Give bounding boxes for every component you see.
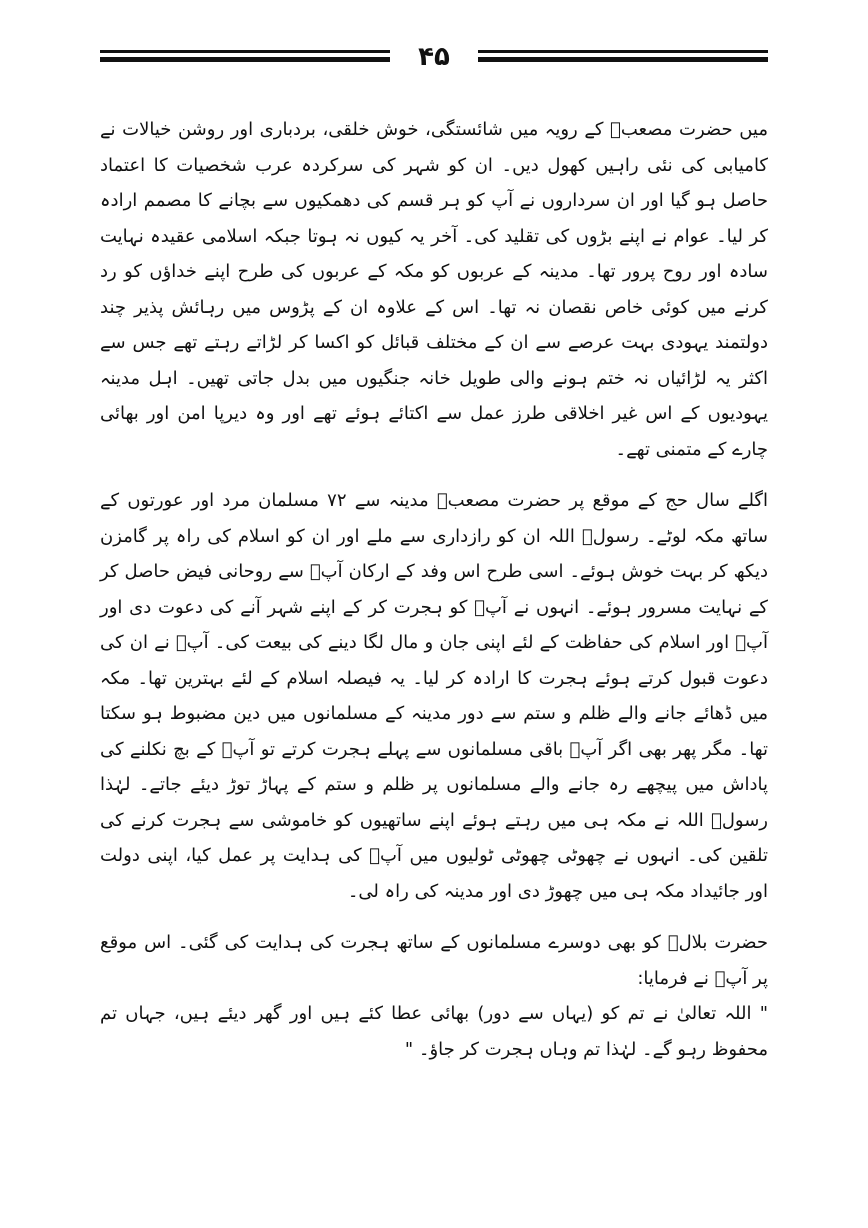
header-rule-left: [100, 50, 390, 64]
body-text: [100, 112, 768, 1067]
paragraph-2: اگلے سال حج کے موقع پر حضرت مصعبؓ مدینہ سے ۷۲ مسلمان مرد اور عورتوں کے ساتھ مکہ لوٹے۔ رسولؐ اللہ ان کو رازداری سے ملے اور ان کو اسلام کی راہ پر گامزن دیکھ کر بہت خوش ہوئے۔ اسی طرح اس وفد کے ارکان آپؐ سے روحانی فیض حاصل کر کے نہایت مسرور ہوئے۔ انہوں نے آپؐ کو ہجرت کر کے اپنے شہر آنے کی دعوت دی اور آپؐ اور اسلام کی حفاظت کے لئے اپنی جان و مال لگا دینے کی بیعت کی۔ آپؐ نے ان کی دعوت قبول کرتے ہوئے ہجرت کا ارادہ کر لیا۔ یہ فیصلہ اسلام کے لئے بہترین تھا۔ مکہ میں ڈھائے جانے والے ظلم و ستم سے دور مدینہ کے مسلمانوں میں دین مضبوط ہو سکتا تھا۔ مگر پھر بھی اگر آپؐ باقی مسلمانوں سے پہلے ہجرت کرتے تو آپؐ کے بچ نکلنے کی پاداش میں پیچھے رہ جانے والے مسلمانوں پر ظلم و ستم کے پہاڑ توڑ دیئے جاتے۔ لہٰذا رسولؐ اللہ نے مکہ ہی میں رہتے ہوئے اپنے ساتھیوں کو خاموشی سے ہجرت کرنے کی تلقین کی۔ انہوں نے چھوٹی چھوٹی ٹولیوں میں آپؐ کی ہدایت پر عمل کیا، اپنی دولت اور جائیداد مکہ ہی میں چھوڑ دی اور مدینہ کی راہ لی۔: [100, 490, 768, 902]
rule-line-thick: [478, 57, 768, 62]
page-number: ۴۵: [418, 42, 450, 72]
paragraph-3: حضرت بلالؓ کو بھی دوسرے مسلمانوں کے ساتھ ہجرت کی ہدایت کی گئی۔ اس موقع پر آپؐ نے فرمایا:: [100, 932, 768, 989]
rule-line-thin: [100, 50, 390, 53]
quotation: " اللہ تعالیٰ نے تم کو (یہاں سے دور) بھائی عطا کئے ہیں اور گھر دیئے ہیں، جہاں تم محفوظ رہو گے۔ لہٰذا تم وہاں ہجرت کر جاؤ۔ ": [100, 1003, 768, 1060]
rule-line-thick: [100, 57, 390, 62]
rule-line-thin: [478, 50, 768, 53]
header-rule-right: [478, 50, 768, 64]
paragraph-1: میں حضرت مصعبؓ کے رویہ میں شائستگی، خوش خلقی، بردباری اور روشن خیالات نے کامیابی کی نئی راہیں کھول دیں۔ ان کو شہر کی سرکردہ عرب شخصیات کا اعتماد حاصل ہو گیا اور ان سرداروں نے آپ کو ہر قسم کی دھمکیوں سے بچانے کا مصمم ارادہ کر لیا۔ عوام نے اپنے بڑوں کی تقلید کی۔ آخر یہ کیوں نہ ہوتا جبکہ اسلامی عقیدہ نہایت سادہ اور روح پرور تھا۔ مدینہ کے عربوں کو مکہ کے عربوں کی طرح اپنے خداؤں کو رد کرنے میں کوئی خاص نقصان نہ تھا۔ اس کے علاوہ ان کے پڑوس میں رہائش پذیر چند دولتمند یہودی بہت عرصے سے ان کے مختلف قبائل کو اکسا کر لڑاتے رہتے تھے جس سے اکثر یہ لڑائیاں نہ ختم ہونے والی طویل خانہ جنگیوں میں بدل جاتی تھیں۔ اہل مدینہ یہودیوں کے اس غیر اخلاقی طرز عمل سے اکتائے ہوئے تھے اور وہ دیرپا امن اور بھائی چارے کے متمنی تھے۔: [100, 119, 768, 460]
page-header: [100, 40, 768, 80]
